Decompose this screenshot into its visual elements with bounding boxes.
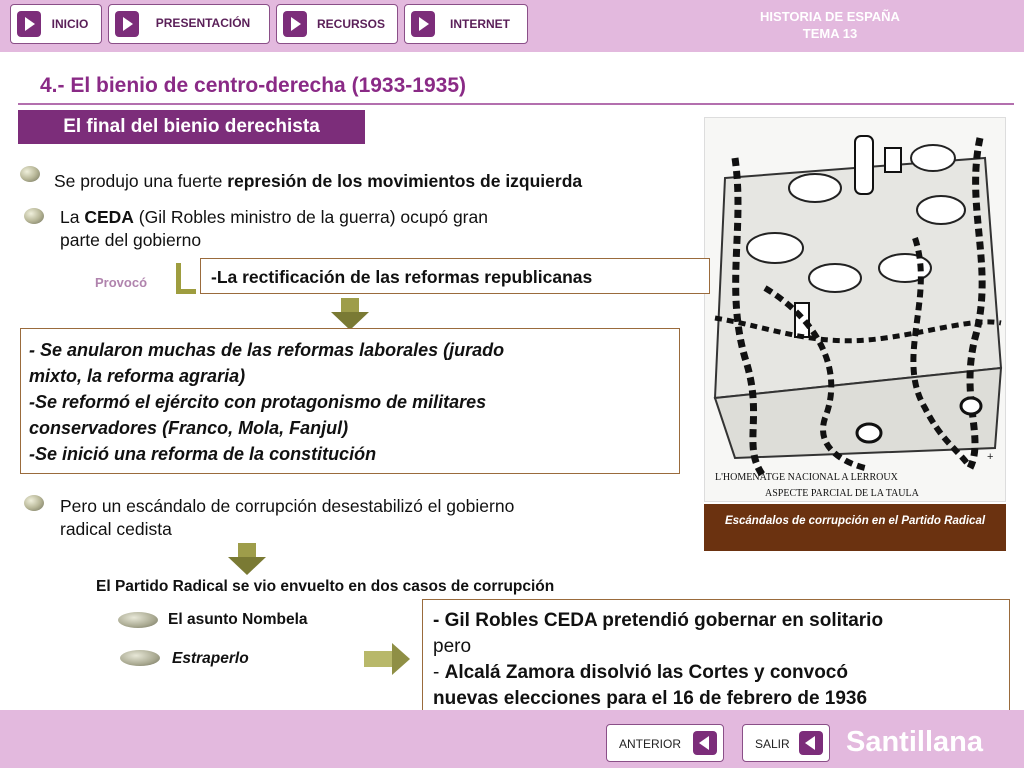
down-arrow-icon	[331, 298, 369, 330]
right-arrow-icon	[364, 643, 410, 675]
rectification-box: -La rectificación de las reformas republicanas	[200, 258, 710, 294]
page-title: 4.- El bienio de centro-derecha (1933-1935)	[40, 74, 466, 97]
photo-caption-line2: ASPECTE PARCIAL DE LA TAULA	[765, 488, 919, 499]
case-nombela: El asunto Nombela	[168, 611, 308, 628]
anterior-button[interactable]: ANTERIOR	[606, 724, 724, 762]
play-icon	[411, 11, 435, 37]
play-icon	[283, 11, 307, 37]
play-icon	[115, 11, 139, 37]
publisher-logo: Santillana	[846, 726, 983, 758]
bullet-icon	[24, 208, 44, 224]
photo-caption-line1: L'HOMENATGE NACIONAL A LERROUX	[715, 472, 898, 483]
oval-bullet-icon	[120, 650, 160, 666]
back-arrow-icon	[799, 731, 823, 755]
bullet-corruption: Pero un escándalo de corrupción desestabilizó el gobierno radical cedista	[60, 496, 515, 539]
image-caption: Escándalos de corrupción en el Partido Radical	[704, 504, 1006, 551]
section-subtitle: El final del bienio derechista	[18, 110, 365, 144]
nav-internet-button[interactable]: INTERNET	[404, 4, 528, 44]
outcome-box	[422, 599, 1010, 721]
back-arrow-icon	[693, 731, 717, 755]
oval-bullet-icon	[118, 612, 158, 628]
salir-button[interactable]: SALIR	[742, 724, 830, 762]
nav-inicio-button[interactable]: INICIO	[10, 4, 102, 44]
historical-cartoon-image	[704, 117, 1006, 502]
case-estraperlo: Estraperlo	[172, 650, 249, 667]
bullet-icon	[20, 166, 40, 182]
nav-recursos-button[interactable]: RECURSOS	[276, 4, 398, 44]
corruption-heading: El Partido Radical se vio envuelto en dos casos de corrupción	[96, 578, 555, 595]
bullet-icon	[24, 495, 44, 511]
nav-presentacion-button[interactable]: PRESENTACIÓN	[108, 4, 270, 44]
photo-mark: +	[987, 451, 994, 463]
banquet-table-drawing	[705, 118, 1006, 502]
bullet-repression: Se produjo una fuerte represión de los movimientos de izquierda	[54, 171, 583, 191]
play-icon	[17, 11, 41, 37]
outcome-text: - Gil Robles CEDA pretendió gobernar en solitario pero - Alcalá Zamora disolvió las Cortes y convocó nuevas elecciones para el 16 de febrero de 1936	[433, 610, 884, 709]
course-title: HISTORIA DE ESPAÑA TEMA 13	[760, 9, 900, 41]
bullet-ceda: La CEDA (Gil Robles ministro de la guerra) ocupó gran parte del gobierno	[60, 207, 488, 250]
title-divider	[18, 103, 1014, 105]
provoco-label: Provocó	[95, 275, 148, 290]
measures-list: - Se anularon muchas de las reformas laborales (jurado mixto, la reforma agraria) -Se reformó el ejército con protagonismo de militares conservadores (Franco, Mola, Fanjul) -Se inició una reforma de la constitución	[29, 340, 505, 464]
bracket-connector-icon	[172, 263, 196, 297]
down-arrow-icon	[228, 543, 266, 575]
measures-box	[20, 328, 680, 474]
